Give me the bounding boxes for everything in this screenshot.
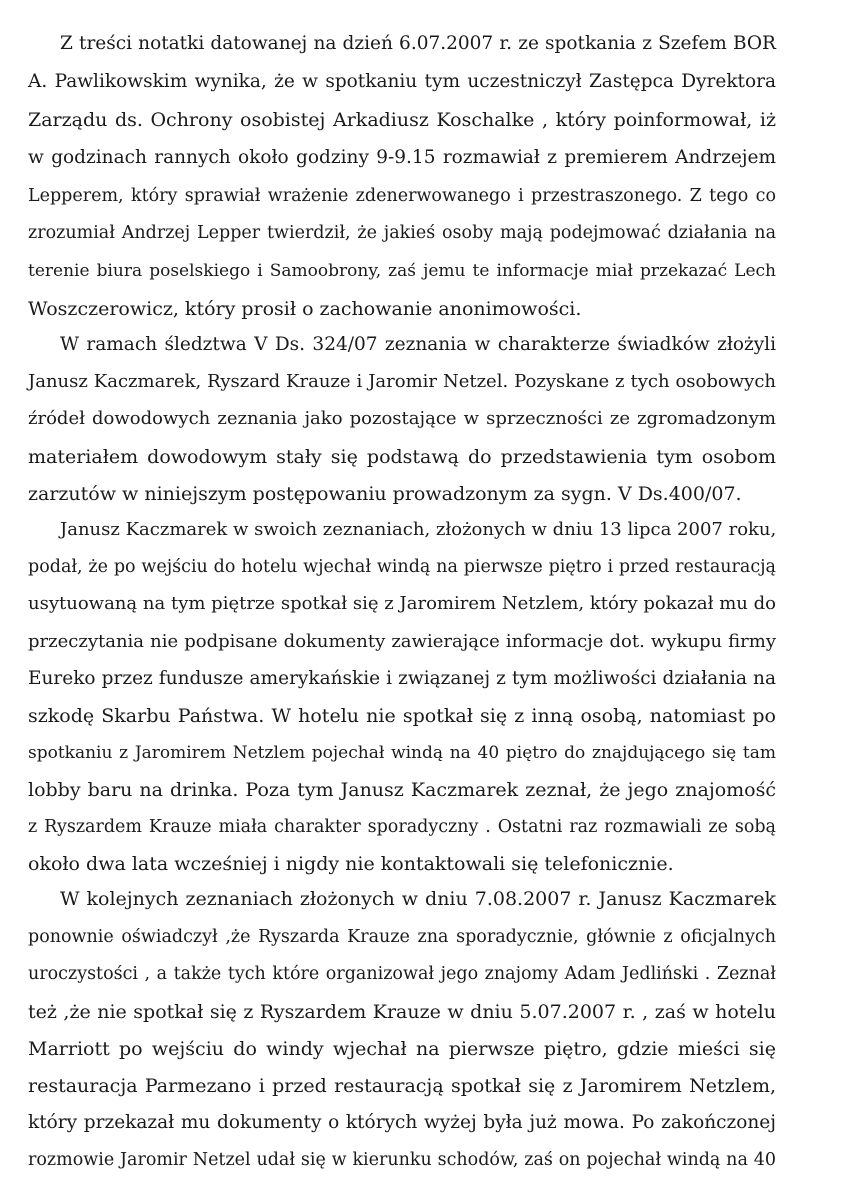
text-line: który przekazał mu dokumenty o których wyżej była już mowa. Po zakończonej <box>28 1112 776 1133</box>
text-line: szkodę Skarbu Państwa. W hotelu nie spotkał się z inną osobą, natomiast po <box>28 705 776 727</box>
text-line: A. Pawlikowskim wynika, że w spotkaniu tym uczestniczył Zastępca Dyrektora <box>28 71 776 92</box>
text-line: ponownie oświadczył ,że Ryszarda Krauze zna sporadycznie, głównie z oficjalnych <box>28 927 776 947</box>
text-line: Woszczerowicz, który prosił o zachowanie anonimowości. <box>28 298 582 320</box>
text-line: restauracja Parmezano i przed restauracją spotkał się z Jaromirem Netzlem, <box>28 1075 776 1097</box>
text-line: Eureko przez fundusze amerykańskie i związanej z tym możliwości działania na <box>28 668 776 689</box>
text-line: zarzutów w niniejszym postępowaniu prowadzonym za sygn. V Ds.400/07. <box>28 483 742 505</box>
text-line: z Ryszardem Krauze miała charakter sporadyczny . Ostatni raz rozmawiali ze sobą <box>28 817 776 837</box>
text-line: około dwa lata wcześniej i nigdy nie kontaktowali się telefonicznie. <box>28 853 674 875</box>
text-line: Lepperem, który sprawiał wrażenie zdenerwowanego i przestraszonego. Z tego co <box>28 186 776 206</box>
text-line: Marriott po wejściu do windy wjechał na pierwsze piętro, gdzie mieści się <box>28 1038 776 1060</box>
text-line: Janusz Kaczmarek w swoich zeznaniach, złożonych w dniu 13 lipca 2007 roku, <box>60 519 777 540</box>
text-line: lobby baru na drinka. Poza tym Janusz Kaczmarek zeznał, że jego znajomość <box>28 779 776 801</box>
text-line: podał, że po wejściu do hotelu wjechał windą na pierwsze piętro i przed restauracją <box>28 557 776 577</box>
text-line: materiałem dowodowym stały się podstawą do przedstawienia tym osobom <box>28 446 776 468</box>
text-line: W kolejnych zeznaniach złożonych w dniu 7.08.2007 r. Janusz Kaczmarek <box>60 888 776 910</box>
text-line: rozmowie Jaromir Netzel udał się w kierunku schodów, zaś on pojechał windą na 40 <box>28 1150 776 1170</box>
text-line: terenie biura poselskiego i Samoobrony, zaś jemu te informacje miał przekazać Lech <box>28 261 776 281</box>
text-line: W ramach śledztwa V Ds. 324/07 zeznania w charakterze świadków złożyli <box>60 334 776 355</box>
text-line: Janusz Kaczmarek, Ryszard Krauze i Jaromir Netzel. Pozyskane z tych osobowych <box>28 371 776 392</box>
text-line: usytuowaną na tym piętrze spotkał się z Jaromirem Netzlem, który pokazał mu do <box>28 593 776 614</box>
text-line: zrozumiał Andrzej Lepper twierdził, że jakieś osoby mają podejmować działania na <box>28 223 776 243</box>
text-line: spotkaniu z Jaromirem Netzlem pojechał windą na 40 piętro do znajdującego się tam <box>28 743 776 763</box>
text-line: Zarządu ds. Ochrony osobistej Arkadiusz Koschalke , który poinformował, iż <box>28 109 776 131</box>
text-line: też ,że nie spotkał się z Ryszardem Krauze w dniu 5.07.2007 r. , zaś w hotelu <box>28 1001 776 1023</box>
text-line: Z treści notatki datowanej na dzień 6.07.2007 r. ze spotkania z Szefem BOR <box>60 33 776 54</box>
text-line: źródeł dowodowych zeznania jako pozostające w sprzeczności ze zgromadzonym <box>28 408 776 429</box>
text-line: uroczystości , a także tych które organizował jego znajomy Adam Jedliński . Zeznał <box>28 964 776 984</box>
text-line: w godzinach rannych około godziny 9-9.15 rozmawiał z premierem Andrzejem <box>28 147 776 168</box>
text-line: przeczytania nie podpisane dokumenty zawierające informacje dot. wykupu firmy <box>28 631 776 652</box>
